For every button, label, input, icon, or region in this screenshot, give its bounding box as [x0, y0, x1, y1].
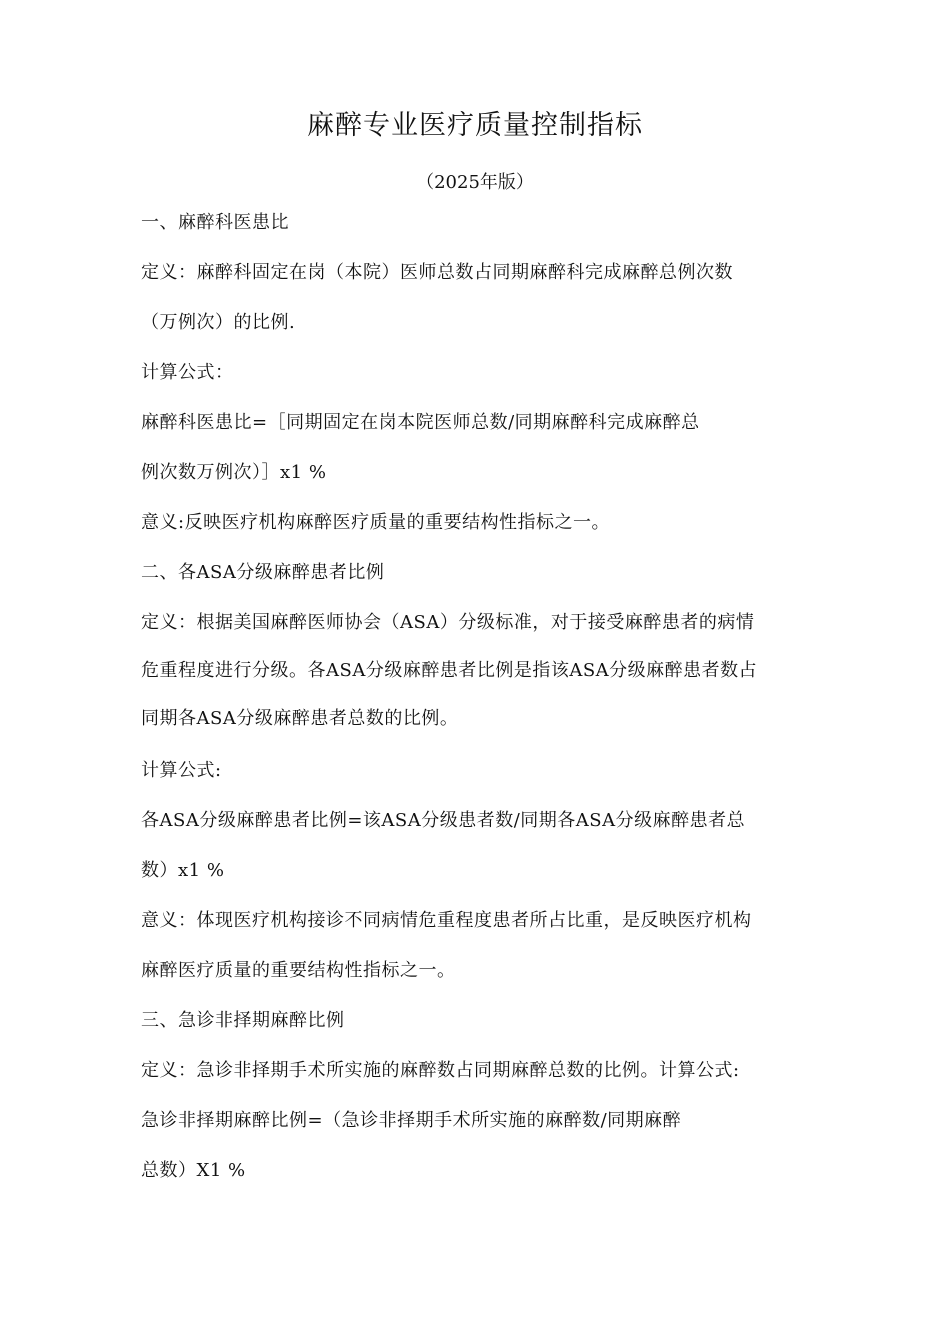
paragraph-line: 计算公式: — [141, 760, 222, 781]
section-heading-1: 一、麻醉科医患比 — [141, 212, 289, 233]
paragraph-line: 意义：体现医疗机构接诊不同病情危重程度患者所占比重，是反映医疗机构 — [141, 910, 752, 931]
formula-line: 例次数万例次）］x1 % — [141, 462, 327, 483]
paragraph-line: 危重程度进行分级。各ASA分级麻醉患者比例是指该ASA分级麻醉患者数占 — [141, 660, 758, 681]
section-heading-3: 三、急诊非择期麻醉比例 — [141, 1010, 345, 1031]
paragraph-line: 定义：急诊非择期手术所实施的麻醉数占同期麻醉总数的比例。计算公式: — [141, 1060, 740, 1081]
paragraph-line: 计算公式： — [141, 362, 234, 383]
paragraph-line: 同期各ASA分级麻醉患者总数的比例。 — [141, 708, 459, 729]
paragraph-line: 定义：根据美国麻醉医师协会（ASA）分级标准，对于接受麻醉患者的病情 — [141, 612, 755, 633]
formula-line: 各ASA分级麻醉患者比例=该ASA分级患者数/同期各ASA分级麻醉患者总 — [141, 810, 746, 831]
paragraph-line: 麻醉医疗质量的重要结构性指标之一。 — [141, 960, 456, 981]
paragraph-line: 定义：麻醉科固定在岗（本院）医师总数占同期麻醉科完成麻醉总例次数 — [141, 262, 733, 283]
formula-line: 急诊非择期麻醉比例=（急诊非择期手术所实施的麻醉数/同期麻醉 — [141, 1110, 682, 1131]
formula-line: 数）x1 % — [141, 860, 225, 881]
document-subtitle: （2025年版） — [416, 172, 534, 193]
paragraph-line: （万例次）的比例. — [141, 312, 296, 333]
formula-line: 麻醉科医患比=［同期固定在岗本院医师总数/同期麻醉科完成麻醉总 — [141, 412, 700, 433]
section-heading-2: 二、各ASA分级麻醉患者比例 — [141, 562, 385, 583]
paragraph-line: 意义:反映医疗机构麻醉医疗质量的重要结构性指标之一。 — [141, 512, 611, 533]
formula-line: 总数）X1 % — [141, 1160, 246, 1181]
document-title: 麻醉专业医疗质量控制指标 — [307, 110, 643, 141]
